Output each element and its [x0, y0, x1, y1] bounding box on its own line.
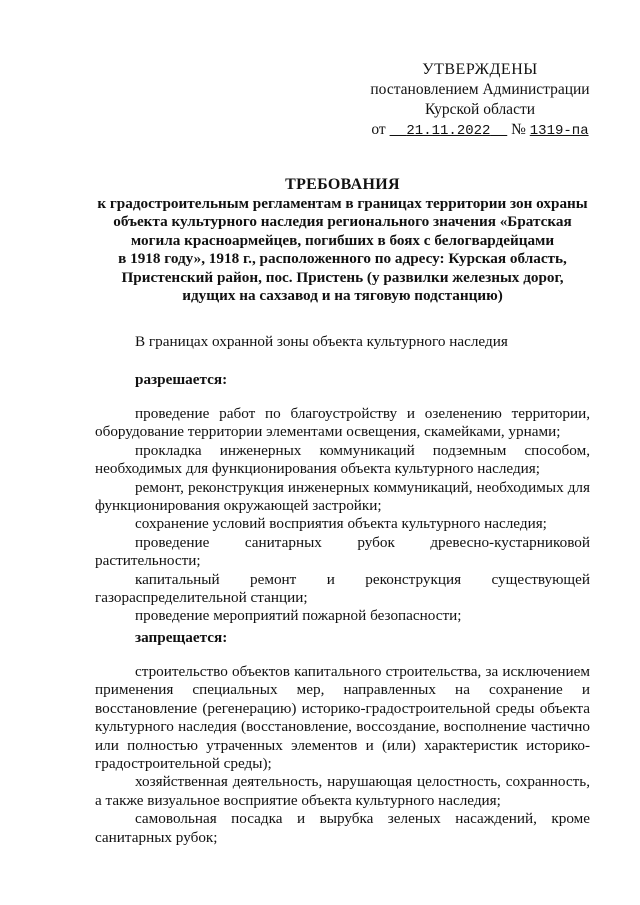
forbidden-label: запрещается:: [135, 629, 228, 646]
zone-intro: В границах охранной зоны объекта культурного наследия: [135, 333, 508, 350]
list-item: строительство объектов капитального строительства, за исключением применения специальных мер, направленных на сохранение и восстановление (регенерацию) историко-градостроительной среды объекта культурного наследия (восстановление, воссоздание, восполнение частично или полностью утраченных элементов и (или) характеристик историко-градостроительной среды);: [95, 663, 590, 773]
heading-line: к градостроительным регламентам в границах территории зон охраны: [97, 194, 588, 212]
list-item: прокладка инженерных коммуникаций подземным способом, необходимых для функционирования объекта культурного наследия;: [95, 441, 590, 478]
list-item: капитальный ремонт и реконструкция существующей газораспределительной станции;: [95, 570, 590, 607]
allowed-label: разрешается:: [135, 371, 228, 388]
heading-line: Пристенский район, пос. Пристень (у развилки железных дорог,: [121, 268, 564, 286]
list-item: самовольная посадка и вырубка зеленых насаждений, кроме санитарных рубок;: [95, 810, 590, 846]
heading-line: идущих на сахзавод и на тяговую подстанцию): [182, 287, 503, 304]
date-prefix: от: [371, 121, 386, 138]
approval-date: 21.11.2022: [406, 123, 491, 139]
forbidden-list: [95, 663, 590, 847]
approval-title: УТВЕРЖДЕНЫ: [422, 61, 538, 78]
list-item: проведение санитарных рубок древесно-кустарниковой растительности;: [95, 533, 590, 570]
approval-line-1: постановлением Администрации: [370, 81, 590, 98]
heading-line: в 1918 году», 1918 г., расположенного по адресу: Курская область,: [118, 250, 567, 267]
list-item: сохранение условий восприятия объекта культурного наследия;: [135, 515, 547, 533]
list-item: хозяйственная деятельность, нарушающая целостность, сохранность, а также визуальное восприятие объекта культурного наследия;: [95, 773, 590, 809]
number-prefix: №: [511, 121, 526, 138]
approval-line-2: Курской области: [424, 101, 536, 118]
approval-number: 1319-па: [529, 123, 589, 139]
list-item: проведение мероприятий пожарной безопасности;: [135, 607, 462, 625]
heading-line: могила красноармейцев, погибших в боях с белогвардейцами: [130, 231, 555, 249]
list-item: ремонт, реконструкция инженерных коммуникаций, необходимых для функционирования окружающей застройки;: [95, 478, 590, 515]
heading-line: объекта культурного наследия регионального значения «Братская: [113, 213, 572, 230]
document-title: ТРЕБОВАНИЯ: [285, 176, 400, 193]
allowed-list: [95, 405, 590, 626]
document-heading: [95, 176, 590, 306]
approval-date-line: [365, 120, 595, 141]
list-item: проведение работ по благоустройству и озеленению территории, оборудование территории элементами освещения, скамейками, урнами;: [95, 405, 590, 441]
approval-block: [365, 60, 595, 141]
